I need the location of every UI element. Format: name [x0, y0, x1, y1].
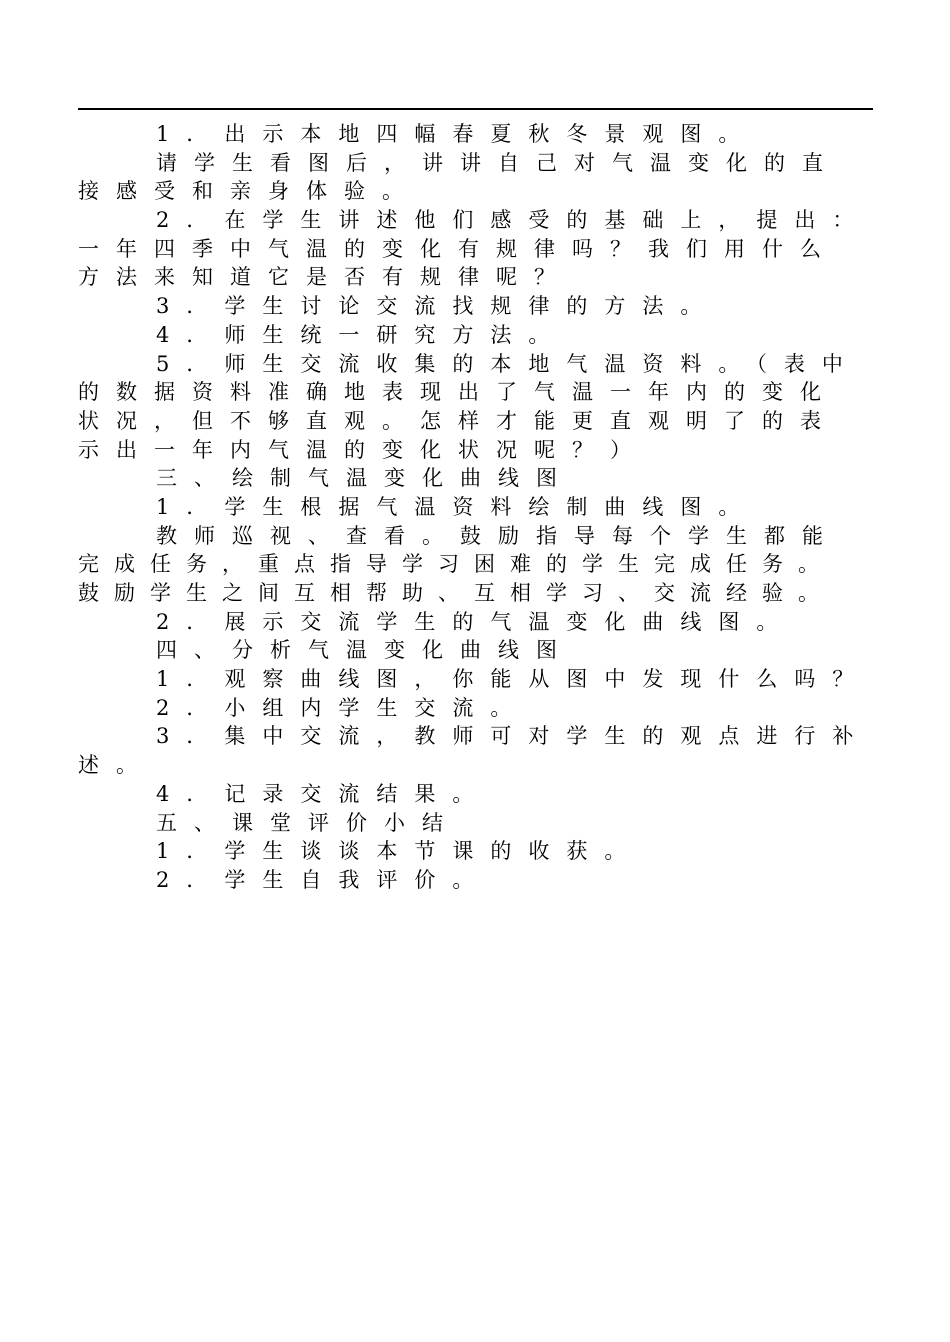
text-line: 4．记录交流结果。 [156, 781, 491, 806]
section-heading: 四、分析气温变化曲线图 [156, 638, 574, 663]
text-line: 请学生看图后，讲讲自己对气温变化的直 [156, 150, 840, 175]
text-line: 述。 [78, 753, 154, 778]
header-rule [78, 108, 873, 110]
text-line: 5．师生交流收集的本地气温资料。（表中 [156, 351, 860, 376]
text-line: 完成任务，重点指导学习困难的学生完成任务。 [78, 552, 834, 577]
section-heading: 三、绘制气温变化曲线图 [156, 466, 574, 491]
document-body [78, 120, 873, 895]
text-line: 示出一年内气温的变化状况呢？） [78, 437, 648, 462]
text-line: 1．出示本地四幅春夏秋冬景观图。 [156, 122, 757, 146]
text-line: 方法来知道它是否有规律呢？ [78, 265, 572, 290]
text-line: 状况，但不够直观。怎样才能更直观明了的表 [78, 408, 838, 433]
text-line: 1．观察曲线图，你能从图中发现什么吗？ [156, 667, 871, 692]
text-line: 2．展示交流学生的气温变化曲线图。 [156, 609, 795, 634]
text-line: 1．学生谈谈本节课的收获。 [156, 839, 643, 864]
section-heading: 五、课堂评价小结 [156, 810, 460, 835]
text-line: 2．小组内学生交流。 [156, 695, 529, 720]
text-line: 2．在学生讲述他们感受的基础上，提出： [156, 208, 871, 233]
text-line: 4．师生统一研究方法。 [156, 322, 567, 347]
text-line: 3．集中交流，教师可对学生的观点进行补 [156, 724, 871, 749]
text-line: 的数据资料准确地表现出了气温一年内的变化 [78, 380, 838, 405]
text-line: 2．学生自我评价。 [156, 867, 491, 892]
text-line: 教师巡视、查看。鼓励指导每个学生都能 [156, 523, 840, 548]
text-line: 接感受和亲身体验。 [78, 179, 420, 204]
text-line: 3．学生讨论交流找规律的方法。 [156, 294, 719, 319]
text-line: 一年四季中气温的变化有规律吗？我们用什么 [78, 236, 838, 261]
text-line: 1．学生根据气温资料绘制曲线图。 [156, 494, 757, 519]
text-line: 鼓励学生之间互相帮助、互相学习、交流经验。 [78, 581, 834, 605]
